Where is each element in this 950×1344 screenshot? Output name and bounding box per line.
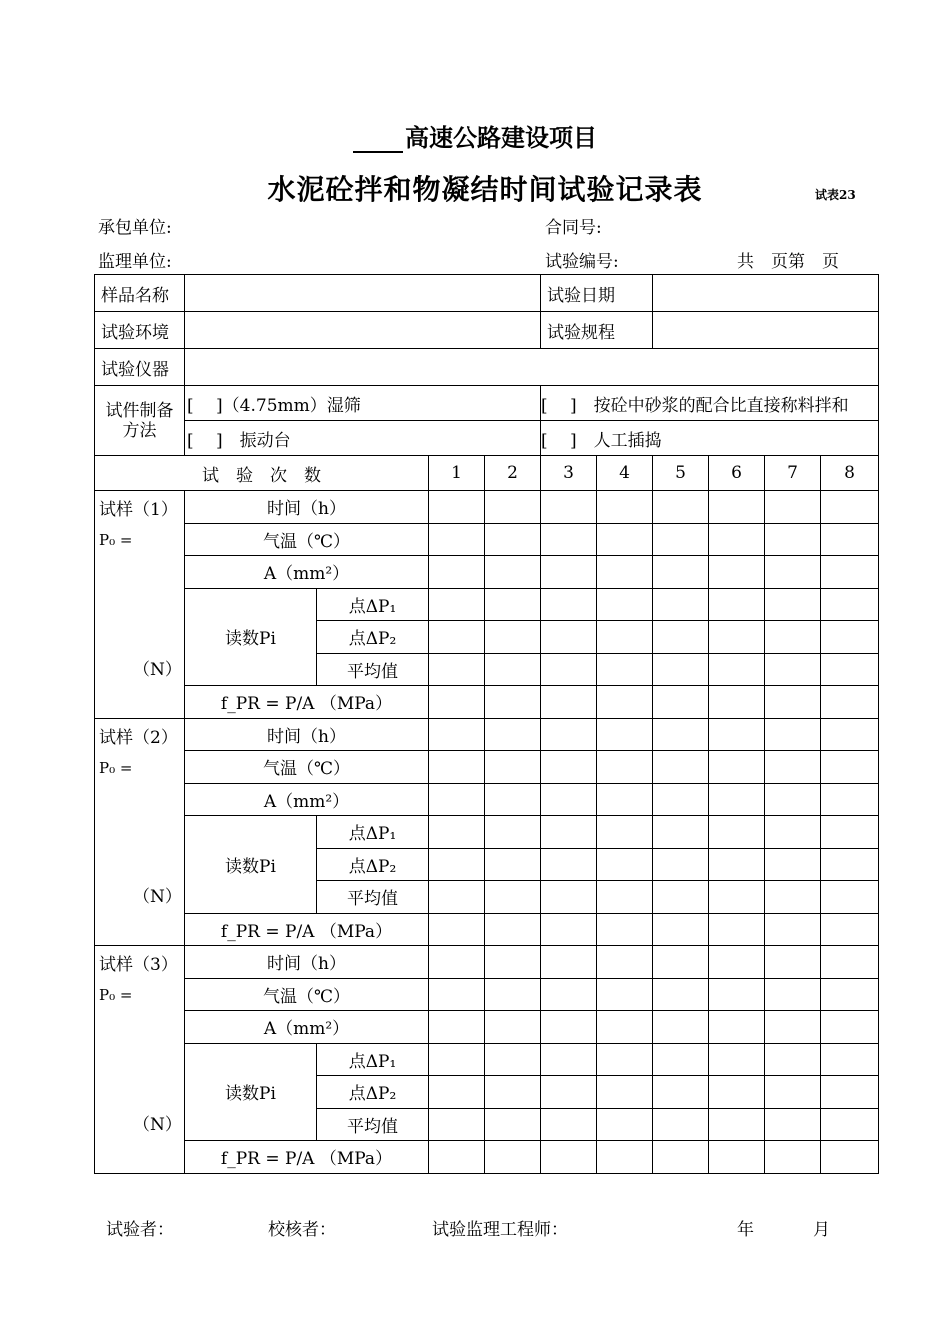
data-cell[interactable] bbox=[821, 978, 879, 1011]
data-cell[interactable] bbox=[821, 686, 879, 719]
reading-label: 读数Pi bbox=[185, 816, 317, 914]
average-label: 平均值 bbox=[317, 653, 429, 686]
data-cell[interactable] bbox=[821, 1011, 879, 1044]
data-cell[interactable] bbox=[653, 718, 709, 751]
data-cell[interactable] bbox=[821, 913, 879, 946]
data-cell[interactable] bbox=[485, 848, 541, 881]
test-date-label: 试验日期 bbox=[541, 275, 653, 312]
data-cell[interactable] bbox=[709, 653, 765, 686]
form-title: 水泥砼拌和物凝结时间试验记录表 bbox=[267, 173, 703, 206]
data-cell[interactable] bbox=[653, 848, 709, 881]
data-cell[interactable] bbox=[653, 653, 709, 686]
data-cell[interactable] bbox=[821, 946, 879, 979]
data-cell[interactable] bbox=[541, 751, 597, 784]
sample-name: 试样（3） bbox=[99, 955, 178, 975]
reading-label: 读数Pi bbox=[185, 588, 317, 686]
data-cell[interactable] bbox=[821, 1076, 879, 1109]
project-name-blank[interactable] bbox=[353, 129, 403, 153]
average-label: 平均值 bbox=[317, 881, 429, 914]
dp2-label: 点ΔP₂ bbox=[317, 621, 429, 654]
data-cell[interactable] bbox=[653, 491, 709, 524]
data-cell[interactable] bbox=[429, 523, 485, 556]
data-cell[interactable] bbox=[541, 621, 597, 654]
procedure-label: 试验规程 bbox=[541, 312, 653, 349]
data-cell[interactable] bbox=[429, 556, 485, 589]
data-cell[interactable] bbox=[485, 1141, 541, 1174]
data-cell[interactable] bbox=[429, 816, 485, 849]
prep-option-direct-mix[interactable]: [ ] 按砼中砂浆的配合比直接称料拌和 bbox=[541, 386, 879, 421]
data-cell[interactable] bbox=[653, 946, 709, 979]
tester-label: 试验者： bbox=[106, 1220, 174, 1240]
prep-option-vibration[interactable]: [ ] 振动台 bbox=[185, 421, 541, 456]
sample-name: 试样（1） bbox=[99, 500, 178, 520]
data-cell[interactable] bbox=[597, 653, 653, 686]
data-cell[interactable] bbox=[653, 1011, 709, 1044]
data-cell[interactable] bbox=[541, 556, 597, 589]
sample-unit: （N） bbox=[133, 887, 182, 907]
data-cell[interactable] bbox=[597, 491, 653, 524]
data-cell[interactable] bbox=[597, 946, 653, 979]
data-cell[interactable] bbox=[653, 621, 709, 654]
data-cell[interactable] bbox=[429, 783, 485, 816]
data-cell[interactable] bbox=[485, 588, 541, 621]
sample-header bbox=[95, 946, 185, 1174]
reading-label: 读数Pi bbox=[185, 1043, 317, 1141]
data-cell[interactable] bbox=[485, 1076, 541, 1109]
data-cell[interactable] bbox=[429, 1043, 485, 1076]
data-cell[interactable] bbox=[709, 588, 765, 621]
data-cell[interactable] bbox=[765, 1108, 821, 1141]
data-cell[interactable] bbox=[485, 523, 541, 556]
data-cell[interactable] bbox=[709, 686, 765, 719]
data-cell[interactable] bbox=[541, 588, 597, 621]
test-date-field[interactable] bbox=[653, 275, 879, 312]
engineer-label: 试验监理工程师： bbox=[432, 1220, 568, 1240]
data-cell[interactable] bbox=[429, 1011, 485, 1044]
trial-number: 4 bbox=[597, 456, 653, 491]
data-cell[interactable] bbox=[597, 556, 653, 589]
data-cell[interactable] bbox=[597, 816, 653, 849]
data-cell[interactable] bbox=[765, 491, 821, 524]
trial-number: 2 bbox=[485, 456, 541, 491]
data-cell[interactable] bbox=[653, 783, 709, 816]
data-cell[interactable] bbox=[541, 783, 597, 816]
data-cell[interactable] bbox=[597, 783, 653, 816]
data-cell[interactable] bbox=[485, 978, 541, 1011]
data-cell[interactable] bbox=[709, 816, 765, 849]
data-cell[interactable] bbox=[597, 1108, 653, 1141]
prep-option-wet-sieve[interactable]: [ ]（4.75mm）湿筛 bbox=[185, 386, 541, 421]
data-cell[interactable] bbox=[429, 1076, 485, 1109]
data-cell[interactable] bbox=[485, 686, 541, 719]
prep-option-manual-rodding[interactable]: [ ] 人工插捣 bbox=[541, 421, 879, 456]
data-cell[interactable] bbox=[765, 556, 821, 589]
data-cell[interactable] bbox=[485, 1043, 541, 1076]
checker-label: 校核者： bbox=[268, 1220, 336, 1240]
data-cell[interactable] bbox=[709, 848, 765, 881]
data-cell[interactable] bbox=[765, 1141, 821, 1174]
data-cell[interactable] bbox=[653, 978, 709, 1011]
data-cell[interactable] bbox=[765, 783, 821, 816]
data-cell[interactable] bbox=[821, 751, 879, 784]
data-cell[interactable] bbox=[653, 523, 709, 556]
data-cell[interactable] bbox=[597, 848, 653, 881]
data-cell[interactable] bbox=[821, 621, 879, 654]
data-cell[interactable] bbox=[821, 556, 879, 589]
temperature-label: 气温（℃） bbox=[185, 978, 429, 1011]
data-cell[interactable] bbox=[765, 718, 821, 751]
trial-number: 8 bbox=[821, 456, 879, 491]
data-cell[interactable] bbox=[429, 621, 485, 654]
data-cell[interactable] bbox=[821, 523, 879, 556]
trial-number: 1 bbox=[429, 456, 485, 491]
data-cell[interactable] bbox=[485, 621, 541, 654]
data-cell[interactable] bbox=[485, 913, 541, 946]
data-cell[interactable] bbox=[429, 653, 485, 686]
data-cell[interactable] bbox=[821, 1141, 879, 1174]
sample-header bbox=[95, 718, 185, 946]
trial-count-label: 试 验 次 数 bbox=[95, 456, 429, 491]
sample-unit: （N） bbox=[133, 1114, 182, 1135]
dp1-label: 点ΔP₁ bbox=[317, 588, 429, 621]
data-cell[interactable] bbox=[597, 523, 653, 556]
data-cell[interactable] bbox=[597, 913, 653, 946]
data-cell[interactable] bbox=[485, 1011, 541, 1044]
data-cell[interactable] bbox=[597, 881, 653, 914]
data-cell[interactable] bbox=[765, 1043, 821, 1076]
sample-p0: P₀ = bbox=[99, 758, 133, 777]
dp2-label: 点ΔP₂ bbox=[317, 1076, 429, 1109]
data-cell[interactable] bbox=[709, 621, 765, 654]
environment-label: 试验环境 bbox=[95, 312, 185, 349]
sample-p0: P₀ = bbox=[99, 531, 133, 549]
data-cell[interactable] bbox=[597, 978, 653, 1011]
procedure-field[interactable] bbox=[653, 312, 879, 349]
data-cell[interactable] bbox=[541, 1141, 597, 1174]
data-cell[interactable] bbox=[597, 1076, 653, 1109]
data-cell[interactable] bbox=[709, 1108, 765, 1141]
data-cell[interactable] bbox=[485, 556, 541, 589]
data-cell[interactable] bbox=[765, 816, 821, 849]
data-cell[interactable] bbox=[765, 686, 821, 719]
time-label: 时间（h） bbox=[185, 718, 429, 751]
data-cell[interactable] bbox=[541, 491, 597, 524]
data-cell[interactable] bbox=[653, 751, 709, 784]
data-cell[interactable] bbox=[653, 1076, 709, 1109]
data-cell[interactable] bbox=[765, 881, 821, 914]
data-cell[interactable] bbox=[541, 946, 597, 979]
data-cell[interactable] bbox=[709, 523, 765, 556]
data-cell[interactable] bbox=[429, 751, 485, 784]
data-cell[interactable] bbox=[709, 1076, 765, 1109]
data-cell[interactable] bbox=[653, 881, 709, 914]
instrument-label: 试验仪器 bbox=[95, 349, 185, 386]
data-cell[interactable] bbox=[485, 491, 541, 524]
data-cell[interactable] bbox=[709, 946, 765, 979]
data-cell[interactable] bbox=[821, 1043, 879, 1076]
area-label: A（mm²） bbox=[185, 783, 429, 816]
instrument-field[interactable] bbox=[185, 349, 879, 386]
data-cell[interactable] bbox=[541, 1011, 597, 1044]
data-cell[interactable] bbox=[653, 913, 709, 946]
data-cell[interactable] bbox=[765, 946, 821, 979]
data-cell[interactable] bbox=[765, 848, 821, 881]
fpr-label: f_PR = P/A （MPa） bbox=[185, 686, 429, 719]
data-cell[interactable] bbox=[709, 491, 765, 524]
data-cell[interactable] bbox=[541, 686, 597, 719]
data-cell[interactable] bbox=[709, 1141, 765, 1174]
dp1-label: 点ΔP₁ bbox=[317, 1043, 429, 1076]
data-cell[interactable] bbox=[485, 881, 541, 914]
data-cell[interactable] bbox=[821, 816, 879, 849]
data-cell[interactable] bbox=[485, 816, 541, 849]
data-cell[interactable] bbox=[821, 718, 879, 751]
data-cell[interactable] bbox=[597, 718, 653, 751]
month-label: 月 bbox=[813, 1220, 830, 1240]
data-cell[interactable] bbox=[429, 491, 485, 524]
sample-p0: P₀ = bbox=[99, 986, 133, 1004]
data-cell[interactable] bbox=[709, 783, 765, 816]
data-cell[interactable] bbox=[653, 686, 709, 719]
data-cell[interactable] bbox=[429, 913, 485, 946]
data-cell[interactable] bbox=[429, 718, 485, 751]
data-cell[interactable] bbox=[429, 978, 485, 1011]
sample-unit: （N） bbox=[133, 659, 182, 680]
area-label: A（mm²） bbox=[185, 556, 429, 589]
data-cell[interactable] bbox=[485, 783, 541, 816]
trial-number: 7 bbox=[765, 456, 821, 491]
data-cell[interactable] bbox=[765, 978, 821, 1011]
data-cell[interactable] bbox=[541, 848, 597, 881]
contract-no-label: 合同号: bbox=[545, 218, 602, 238]
data-cell[interactable] bbox=[429, 1108, 485, 1141]
data-cell[interactable] bbox=[709, 881, 765, 914]
data-cell[interactable] bbox=[821, 653, 879, 686]
data-cell[interactable] bbox=[821, 881, 879, 914]
data-cell[interactable] bbox=[765, 621, 821, 654]
data-cell[interactable] bbox=[765, 1076, 821, 1109]
data-cell[interactable] bbox=[485, 946, 541, 979]
data-cell[interactable] bbox=[821, 848, 879, 881]
area-label: A（mm²） bbox=[185, 1011, 429, 1044]
data-cell[interactable] bbox=[821, 783, 879, 816]
data-cell[interactable] bbox=[541, 653, 597, 686]
data-cell[interactable] bbox=[765, 588, 821, 621]
data-cell[interactable] bbox=[541, 718, 597, 751]
data-cell[interactable] bbox=[653, 1108, 709, 1141]
data-cell[interactable] bbox=[485, 1108, 541, 1141]
record-table bbox=[94, 274, 879, 1174]
data-cell[interactable] bbox=[541, 1076, 597, 1109]
data-cell[interactable] bbox=[597, 1043, 653, 1076]
fpr-label: f_PR = P/A （MPa） bbox=[185, 1141, 429, 1174]
data-cell[interactable] bbox=[653, 556, 709, 589]
time-label: 时间（h） bbox=[185, 946, 429, 979]
data-cell[interactable] bbox=[597, 1011, 653, 1044]
data-cell[interactable] bbox=[597, 1141, 653, 1174]
data-cell[interactable] bbox=[709, 718, 765, 751]
data-cell[interactable] bbox=[765, 523, 821, 556]
data-cell[interactable] bbox=[541, 1043, 597, 1076]
trial-number: 3 bbox=[541, 456, 597, 491]
environment-field[interactable] bbox=[185, 312, 541, 349]
data-cell[interactable] bbox=[709, 556, 765, 589]
data-cell[interactable] bbox=[765, 751, 821, 784]
dp1-label: 点ΔP₁ bbox=[317, 816, 429, 849]
data-cell[interactable] bbox=[653, 1141, 709, 1174]
data-cell[interactable] bbox=[429, 848, 485, 881]
data-cell[interactable] bbox=[485, 718, 541, 751]
data-cell[interactable] bbox=[765, 913, 821, 946]
data-cell[interactable] bbox=[821, 1108, 879, 1141]
data-cell[interactable] bbox=[653, 816, 709, 849]
dp2-label: 点ΔP₂ bbox=[317, 848, 429, 881]
trial-number: 6 bbox=[709, 456, 765, 491]
year-label: 年 bbox=[737, 1220, 754, 1240]
average-label: 平均值 bbox=[317, 1108, 429, 1141]
data-cell[interactable] bbox=[821, 588, 879, 621]
data-cell[interactable] bbox=[541, 1108, 597, 1141]
data-cell[interactable] bbox=[597, 621, 653, 654]
sample-name: 试样（2） bbox=[99, 727, 178, 748]
test-no-label: 试验编号: bbox=[545, 252, 619, 272]
data-cell[interactable] bbox=[709, 751, 765, 784]
time-label: 时间（h） bbox=[185, 491, 429, 524]
data-cell[interactable] bbox=[541, 523, 597, 556]
data-cell[interactable] bbox=[709, 978, 765, 1011]
data-cell[interactable] bbox=[597, 686, 653, 719]
data-cell[interactable] bbox=[541, 978, 597, 1011]
data-cell[interactable] bbox=[541, 881, 597, 914]
form-number: 试表23 bbox=[815, 188, 856, 202]
data-cell[interactable] bbox=[429, 881, 485, 914]
data-cell[interactable] bbox=[541, 913, 597, 946]
trial-number: 5 bbox=[653, 456, 709, 491]
contractor-label: 承包单位: bbox=[98, 218, 172, 238]
data-cell[interactable] bbox=[429, 946, 485, 979]
prep-method-label: 试件制备方法 bbox=[95, 386, 185, 456]
data-cell[interactable] bbox=[765, 1011, 821, 1044]
data-cell[interactable] bbox=[541, 816, 597, 849]
data-cell[interactable] bbox=[709, 913, 765, 946]
data-cell[interactable] bbox=[597, 751, 653, 784]
data-cell[interactable] bbox=[429, 686, 485, 719]
data-cell[interactable] bbox=[821, 491, 879, 524]
data-cell[interactable] bbox=[485, 653, 541, 686]
sample-name-field[interactable] bbox=[185, 275, 541, 312]
supervisor-label: 监理单位: bbox=[98, 252, 172, 272]
project-title: 高速公路建设项目 bbox=[0, 118, 950, 153]
data-cell[interactable] bbox=[429, 588, 485, 621]
data-cell[interactable] bbox=[485, 751, 541, 784]
data-cell[interactable] bbox=[653, 1043, 709, 1076]
temperature-label: 气温（℃） bbox=[185, 523, 429, 556]
fpr-label: f_PR = P/A （MPa） bbox=[185, 913, 429, 946]
sample-name-label: 样品名称 bbox=[95, 275, 185, 312]
data-cell[interactable] bbox=[765, 653, 821, 686]
sample-header bbox=[95, 491, 185, 719]
data-cell[interactable] bbox=[429, 1141, 485, 1174]
data-cell[interactable] bbox=[709, 1011, 765, 1044]
data-cell[interactable] bbox=[709, 1043, 765, 1076]
data-cell[interactable] bbox=[653, 588, 709, 621]
temperature-label: 气温（℃） bbox=[185, 751, 429, 784]
page-count: 共 页第 页 bbox=[737, 252, 839, 272]
data-cell[interactable] bbox=[597, 588, 653, 621]
